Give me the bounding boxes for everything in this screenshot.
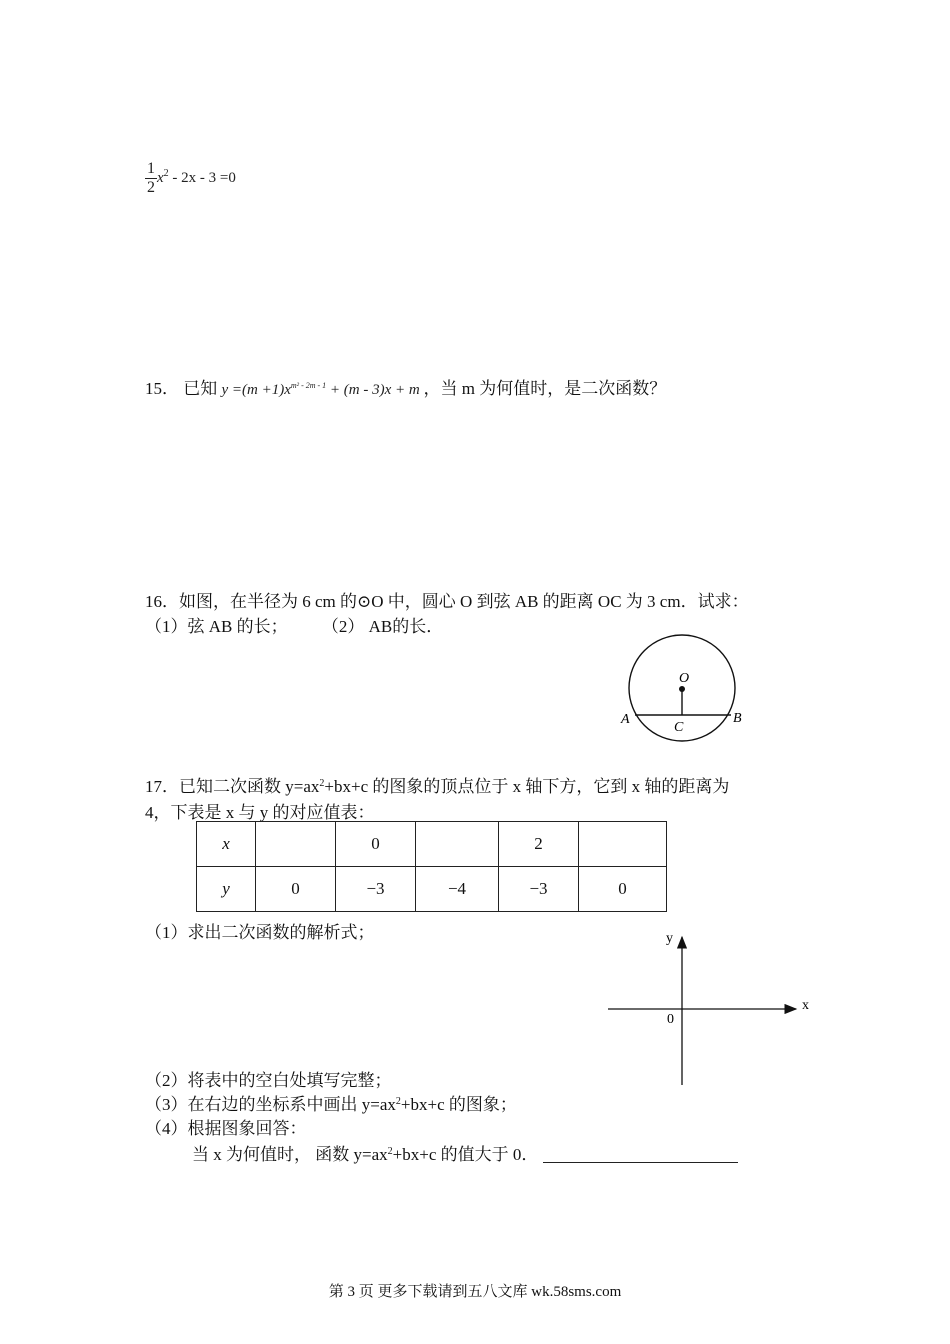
equation-14: $\frac{1}{2}$ $x^2 - 2x - 3 =0$ bbox=[147, 160, 236, 196]
x-axis-label: x bbox=[802, 998, 809, 1013]
table-cell: −4 bbox=[416, 867, 499, 912]
question-17-line-2: 4，下表是 x 与 y 的对应值表： bbox=[145, 803, 375, 822]
table-cell: 0 bbox=[336, 822, 416, 867]
table-cell: 0 bbox=[256, 867, 336, 912]
equation-rest: - 2x - 3 =0 bbox=[172, 169, 236, 186]
table-cell: −3 bbox=[499, 867, 579, 912]
sub3-superscript: 2 bbox=[395, 1096, 401, 1107]
circle-figure bbox=[615, 630, 755, 755]
sub-question-2: （2） AB的长． bbox=[321, 617, 444, 636]
y-axis-label: y bbox=[666, 931, 673, 946]
table-cell: 2 bbox=[499, 822, 579, 867]
center-point bbox=[679, 686, 685, 692]
table-cell[interactable] bbox=[579, 822, 667, 867]
question-16-line-1: 16．如图，在半径为 6 cm 的⊙O 中，圆心 O 到弦 AB 的距离 OC 为 3 cm．试求： bbox=[145, 592, 749, 611]
sub-question-1: （1）弦 AB 的长； bbox=[145, 617, 288, 636]
table-cell: −3 bbox=[336, 867, 416, 912]
q17-text-a: 17．已知二次函数 y=ax bbox=[145, 777, 320, 796]
formula-rest: + (m - 3)x + m bbox=[329, 382, 420, 398]
question-formula bbox=[222, 382, 424, 398]
sub-question-17-2: （2）将表中的空白处填写完整； bbox=[145, 1071, 392, 1090]
sub3-text-a: （3）在右边的坐标系中画出 y=ax bbox=[145, 1095, 396, 1114]
sub-question-17-4: （4）根据图象回答： bbox=[145, 1119, 307, 1138]
sub-question-17-1: （1）求出二次函数的解析式； bbox=[145, 923, 375, 942]
q17-superscript: 2 bbox=[319, 778, 325, 789]
question-prefix: 已知 bbox=[183, 379, 218, 398]
table-cell[interactable] bbox=[416, 822, 499, 867]
fraction-numerator: 1 bbox=[147, 160, 155, 177]
value-table bbox=[196, 821, 667, 912]
q17-text-b: +bx+c 的图象的顶点位于 x 轴下方，它到 x 轴的距离为 bbox=[324, 777, 730, 796]
sub-question-17-3 bbox=[145, 1090, 517, 1115]
label-b: B bbox=[733, 711, 742, 726]
fraction bbox=[145, 160, 157, 197]
sub4-text-b: +bx+c 的值大于 0． bbox=[392, 1145, 539, 1164]
label-a: A bbox=[621, 712, 630, 727]
sub4-superscript: 2 bbox=[387, 1146, 393, 1157]
table-row-y bbox=[197, 867, 667, 912]
question-17-line-1 bbox=[145, 772, 729, 797]
sub-question-17-4-line bbox=[192, 1140, 738, 1165]
formula-main: y =(m +1)x bbox=[221, 382, 291, 398]
label-o: O bbox=[679, 671, 690, 686]
table-cell[interactable] bbox=[256, 822, 336, 867]
question-16-line-2 bbox=[145, 612, 443, 637]
table-row-x bbox=[197, 822, 667, 867]
label-c: C bbox=[674, 720, 684, 735]
table-cell: x bbox=[197, 822, 256, 867]
question-suffix: ，当 m 为何值时，是二次函数？ bbox=[423, 379, 667, 398]
question-15 bbox=[145, 374, 666, 399]
page-footer: 第 3 页 更多下载请到五八文库 wk.58sms.com bbox=[328, 1284, 622, 1300]
coordinate-axes bbox=[600, 925, 815, 1090]
answer-blank[interactable] bbox=[543, 1144, 738, 1163]
table-cell: y bbox=[197, 867, 256, 912]
formula-exponent: m² - 2m - 1 bbox=[290, 381, 327, 390]
fraction-denominator: 2 bbox=[147, 179, 155, 196]
sub3-text-b: +bx+c 的图象； bbox=[400, 1095, 517, 1114]
origin-label: 0 bbox=[667, 1012, 674, 1027]
table-cell: 0 bbox=[579, 867, 667, 912]
sub4-text-a: 当 x 为何值时， 函数 y=ax bbox=[192, 1145, 388, 1164]
question-number: 15． bbox=[145, 379, 179, 398]
